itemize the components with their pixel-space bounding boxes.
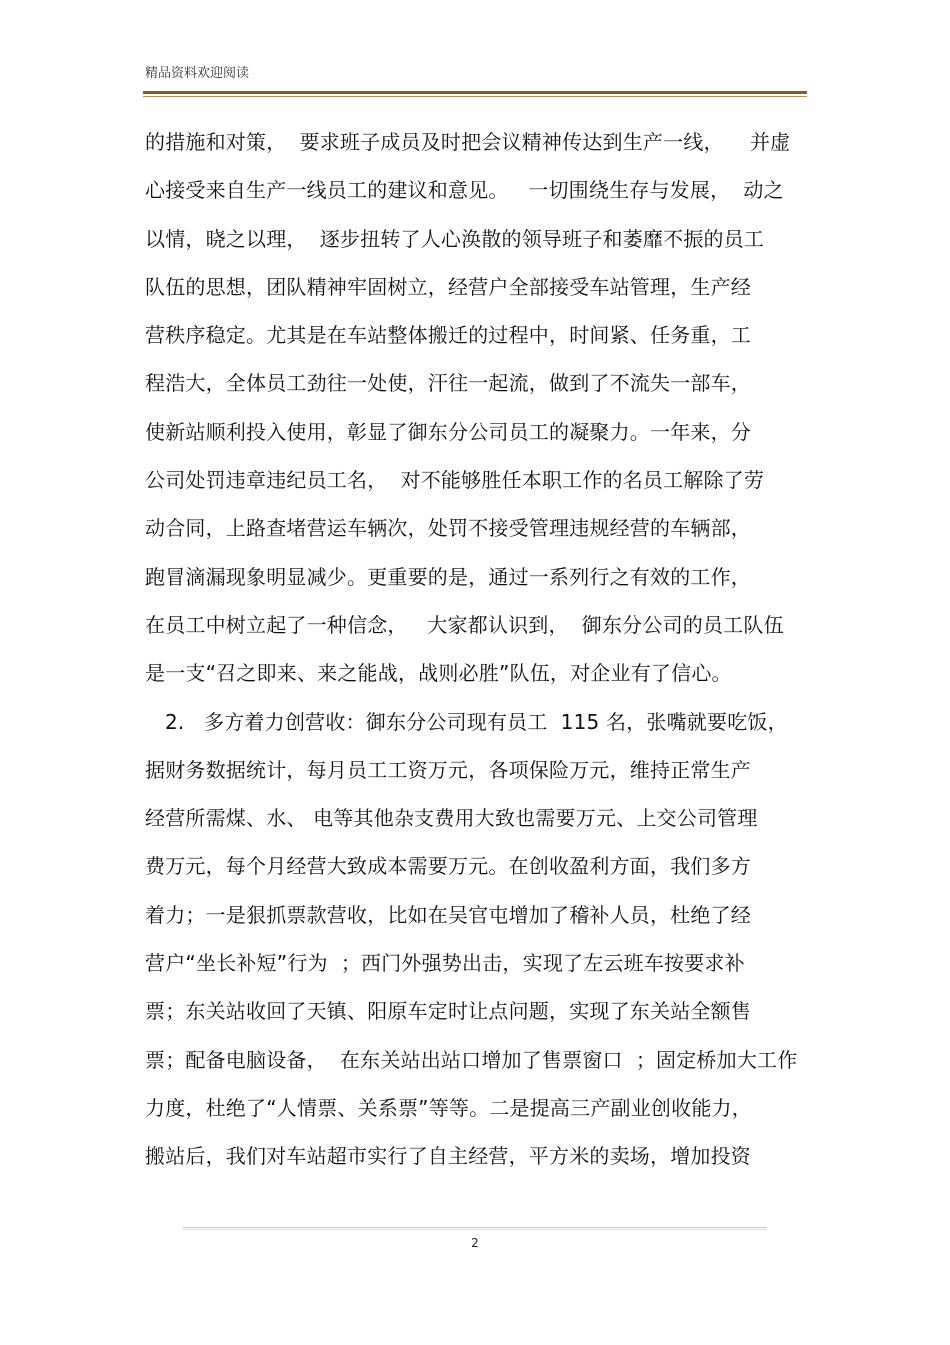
text-line: 队伍的思想，团队精神牢固树立，经营户全部接受车站管理，生产经 bbox=[145, 274, 751, 299]
text-line: 动合同，上路查堵营运车辆次，处罚不接受管理违规经营的车辆部， bbox=[145, 516, 751, 541]
text-line: 心接受来自生产一线员工的建议和意见。 一切围绕生存与发展， 动之 bbox=[145, 178, 784, 203]
text-line: 跑冒滴漏现象明显减少。更重要的是，通过一系列行之有效的工作， bbox=[145, 564, 751, 589]
page-number: 2 bbox=[471, 1236, 479, 1250]
text-line: 营户“坐长补短”行为 ；西门外强势出击，实现了左云班车按要求补 bbox=[145, 951, 745, 976]
text-line: 着力；一是狠抓票款营收，比如在吴官屯增加了稽补人员，杜绝了经 bbox=[145, 902, 751, 927]
text-line: 程浩大，全体员工劲往一处使，汗往一起流，做到了不流失一部车， bbox=[145, 371, 751, 396]
text-line: 是一支“召之即来、来之能战，战则必胜”队伍，对企业有了信心。 bbox=[145, 661, 732, 686]
footer-divider-shadow bbox=[183, 1229, 767, 1230]
header-divider bbox=[143, 91, 807, 94]
text-line: 据财务数据统计，每月员工工资万元，各项保险万元，维持正常生产 bbox=[145, 757, 751, 782]
text-line: 营秩序稳定。尤其是在车站整体搬迁的过程中，时间紧、任务重，工 bbox=[145, 323, 751, 348]
footer-divider bbox=[183, 1227, 767, 1228]
text-line: 在员工中树立起了一种信念， 大家都认识到， 御东分公司的员工队伍 bbox=[145, 612, 784, 637]
text-line: 以情，晓之以理， 逐步扭转了人心涣散的领导班子和萎靡不振的员工 bbox=[145, 226, 765, 251]
text-line: 经营所需煤、水、 电等其他杂支费用大致也需要万元、上交公司管理 bbox=[145, 806, 758, 831]
text-line: 票；东关站收回了天镇、阳原车定时让点问题，实现了东关站全额售 bbox=[145, 999, 751, 1024]
document-body bbox=[145, 125, 810, 1188]
header-divider-thin bbox=[143, 96, 807, 97]
text-line: 力度，杜绝了“人情票、关系票”等等。二是提高三产副业创收能力， bbox=[145, 1095, 752, 1120]
text-line: 费万元，每个月经营大致成本需要万元。在创收盈利方面，我们多方 bbox=[145, 854, 751, 879]
text-line: 的措施和对策， 要求班子成员及时把会议精神传达到生产一线， 并虚 bbox=[145, 130, 791, 154]
text-line: 票；配备电脑设备， 在东关站出站口增加了售票窗口 ；固定桥加大工作 bbox=[145, 1047, 798, 1072]
text-line: 搬站后，我们对车站超市实行了自主经营，平方米的卖场，增加投资 bbox=[145, 1144, 751, 1169]
document-header-label: 精品资料欢迎阅读 bbox=[145, 66, 250, 81]
text-line: 使新站顺利投入使用，彰显了御东分公司员工的凝聚力。一年来，分 bbox=[145, 419, 751, 444]
text-line: 公司处罚违章违纪员工名， 对不能够胜任本职工作的名员工解除了劳 bbox=[145, 468, 765, 493]
section-heading-line: 2. 多方着力创营收：御东分公司现有员工 115 名，张嘴就要吃饭， bbox=[165, 709, 788, 734]
